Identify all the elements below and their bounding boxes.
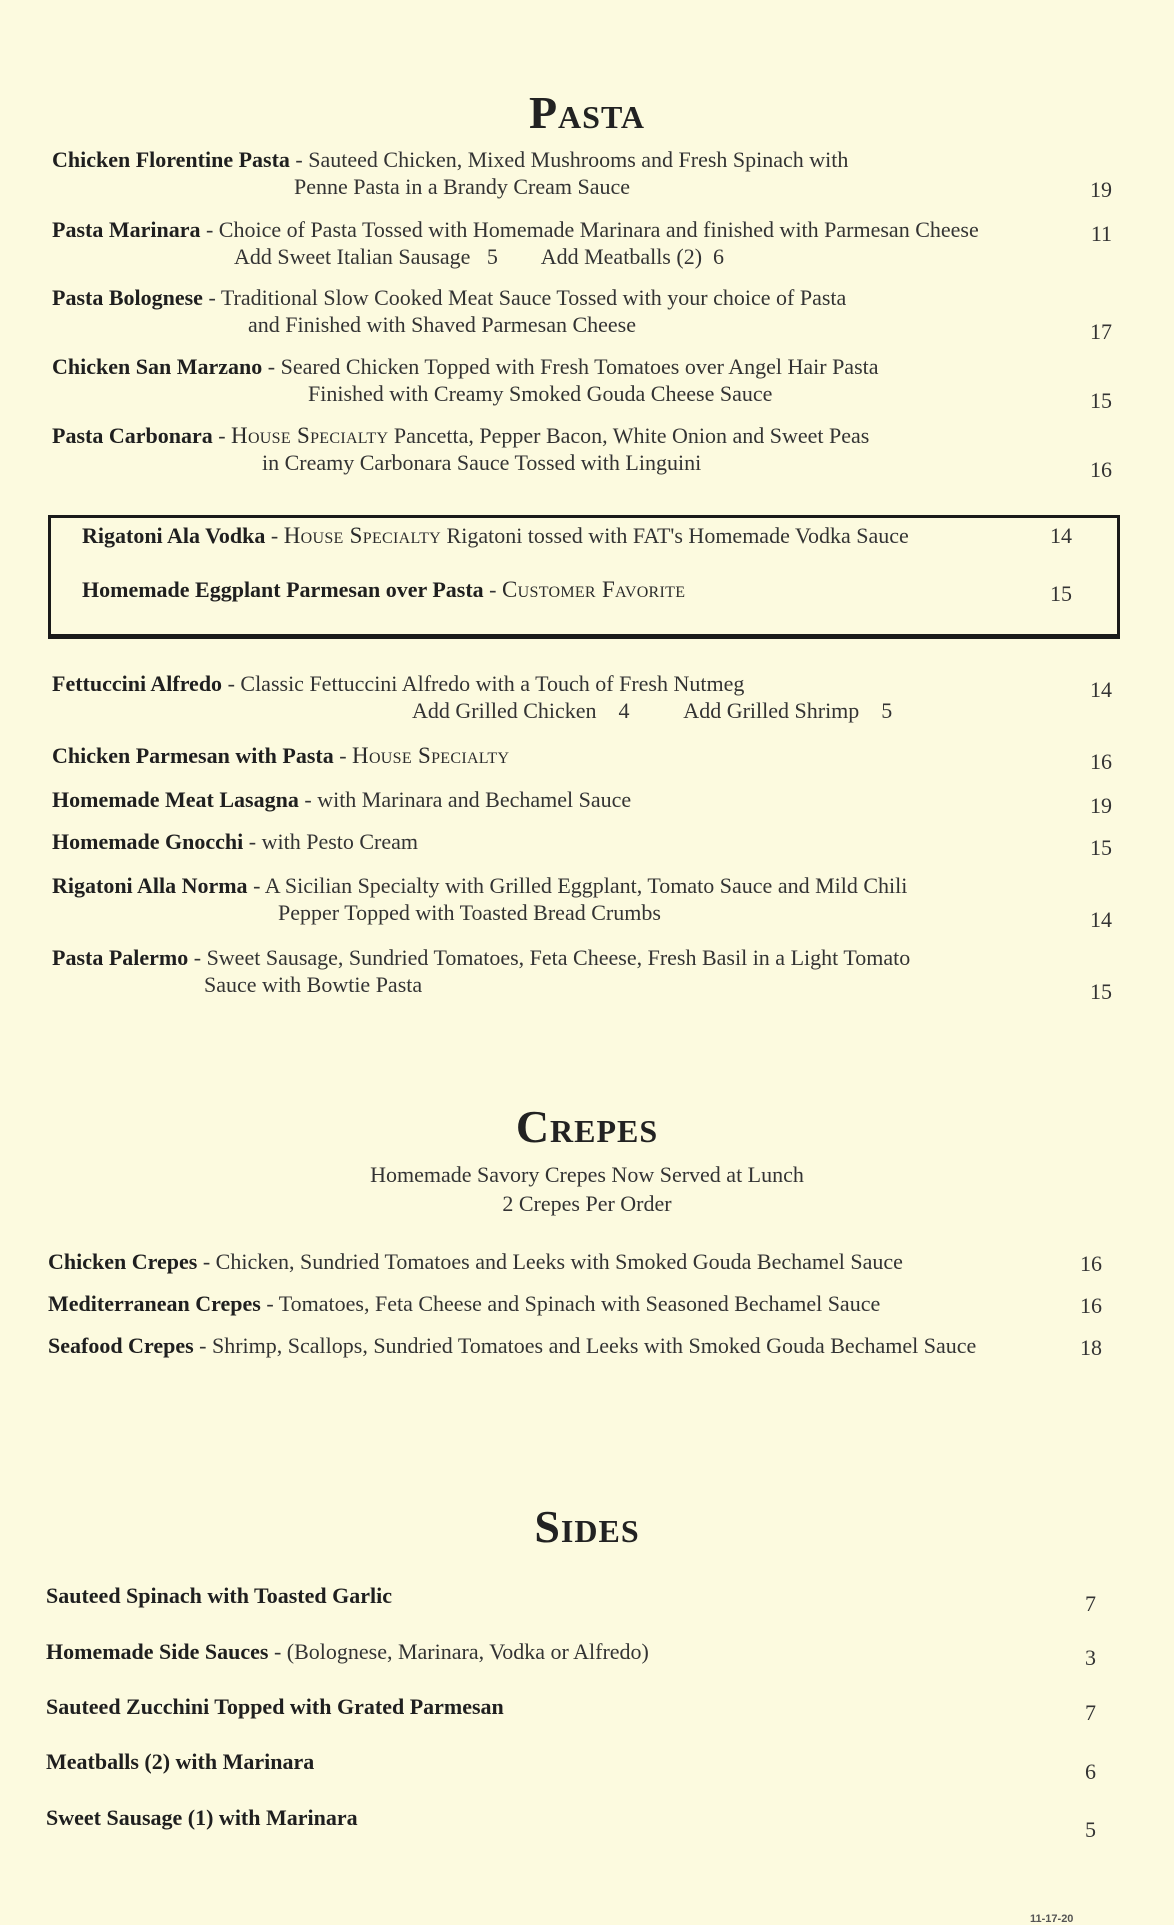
menu-item: Homemade Meat Lasagna - with Marinara and Bechamel Sauce 19 (52, 787, 1112, 818)
menu-item: Chicken San Marzano - Seared Chicken Topped with Fresh Tomatoes over Angel Hair Pasta Finished with Creamy Smoked Gouda Cheese Sauce 15 (52, 354, 1112, 413)
price: 18 (1080, 1335, 1102, 1360)
price: 17 (1090, 319, 1112, 344)
menu-item: Pasta Palermo - Sweet Sausage, Sundried Tomatoes, Feta Cheese, Fresh Basil in a Light Tomato Sauce with Bowtie Pasta 15 (52, 945, 1112, 1004)
price: 11 (1090, 221, 1112, 246)
crepes-title: Crepes (515, 1101, 659, 1152)
price: 19 (1090, 793, 1112, 818)
price: 19 (1090, 177, 1112, 202)
price: 6 (1085, 1759, 1096, 1784)
price: 3 (1085, 1645, 1096, 1670)
crepes-note: 2 Crepes Per Order (502, 1191, 672, 1216)
menu-item: Chicken Florentine Pasta - Sauteed Chicken, Mixed Mushrooms and Fresh Spinach with Penne Pasta in a Brandy Cream Sauce 19 (52, 147, 1112, 202)
menu-item: Chicken Parmesan with Pasta - House Specialty 16 (52, 743, 1112, 774)
sides-title: Sides (534, 1501, 640, 1552)
menu-item: Rigatoni Ala Vodka - House Specialty Rigatoni tossed with FAT's Homemade Vodka Sauce 14 (82, 523, 1072, 548)
price: 14 (1090, 907, 1112, 932)
menu-item: Seafood Crepes - Shrimp, Scallops, Sundried Tomatoes and Leeks with Smoked Gouda Bechamel Sauce 18 (48, 1333, 1102, 1360)
menu-item: Meatballs (2) with Marinara 6 (46, 1749, 1096, 1784)
menu-item: Chicken Crepes - Chicken, Sundried Tomatoes and Leeks with Smoked Gouda Bechamel Sauce 16 (48, 1249, 1102, 1276)
price: 15 (1050, 581, 1072, 606)
price: 15 (1090, 388, 1112, 413)
menu-item: Sauteed Spinach with Toasted Garlic 7 (46, 1583, 1096, 1616)
price: 15 (1090, 835, 1112, 860)
menu-item: Mediterranean Crepes - Tomatoes, Feta Cheese and Spinach with Seasoned Bechamel Sauce 16 (48, 1291, 1102, 1318)
menu-item: Homemade Eggplant Parmesan over Pasta - Customer Favorite 15 (82, 577, 1072, 606)
menu-item: Pasta Marinara - Choice of Pasta Tossed with Homemade Marinara and finished with Parmesan Cheese Add Sweet Italian Sausage 5 Add Meatballs (2) 6 11 (52, 217, 1112, 269)
menu-item: Sweet Sausage (1) with Marinara 5 (46, 1805, 1096, 1842)
menu-item: Rigatoni Alla Norma - A Sicilian Specialty with Grilled Eggplant, Tomato Sauce and Mild Chili Pepper Topped with Toasted Bread Crumbs 14 (52, 873, 1112, 932)
menu-item: Pasta Carbonara - House Specialty Pancetta, Pepper Bacon, White Onion and Sweet Peas in Creamy Carbonara Sauce Tossed with Linguini 16 (52, 423, 1112, 482)
menu-item: Pasta Bolognese - Traditional Slow Cooked Meat Sauce Tossed with your choice of Pasta and Finished with Shaved Parmesan Cheese 17 (52, 285, 1112, 344)
price: 5 (1085, 1817, 1096, 1842)
price: 14 (1090, 677, 1112, 702)
menu-item: Homemade Side Sauces - (Bolognese, Marinara, Vodka or Alfredo) 3 (46, 1639, 1096, 1670)
crepes-subtitle: Homemade Savory Crepes Now Served at Lunch (370, 1162, 804, 1187)
price: 16 (1080, 1251, 1102, 1276)
house-specialty-tag: House Specialty (352, 743, 510, 768)
price: 15 (1090, 979, 1112, 1004)
price: 14 (1050, 523, 1072, 548)
house-specialty-tag: House Specialty (231, 423, 389, 448)
price: 16 (1090, 457, 1112, 482)
menu-item: Sauteed Zucchini Topped with Grated Parmesan 7 (46, 1694, 1096, 1725)
house-specialty-tag: House Specialty (283, 523, 442, 548)
customer-favorite-tag: Customer Favorite (502, 577, 686, 602)
menu-item: Homemade Gnocchi - with Pesto Cream 15 (52, 829, 1112, 860)
pasta-title: Pasta (528, 87, 646, 138)
price: 16 (1090, 749, 1112, 774)
menu-item: Fettuccini Alfredo - Classic Fettuccini Alfredo with a Touch of Fresh Nutmeg Add Grilled Chicken 4 Add Grilled Shrimp 5 14 (52, 671, 1112, 723)
price: 16 (1080, 1293, 1102, 1318)
footer-date-code: 11-17-20 (1030, 1913, 1074, 1925)
price: 7 (1085, 1591, 1096, 1616)
price: 7 (1085, 1700, 1096, 1725)
